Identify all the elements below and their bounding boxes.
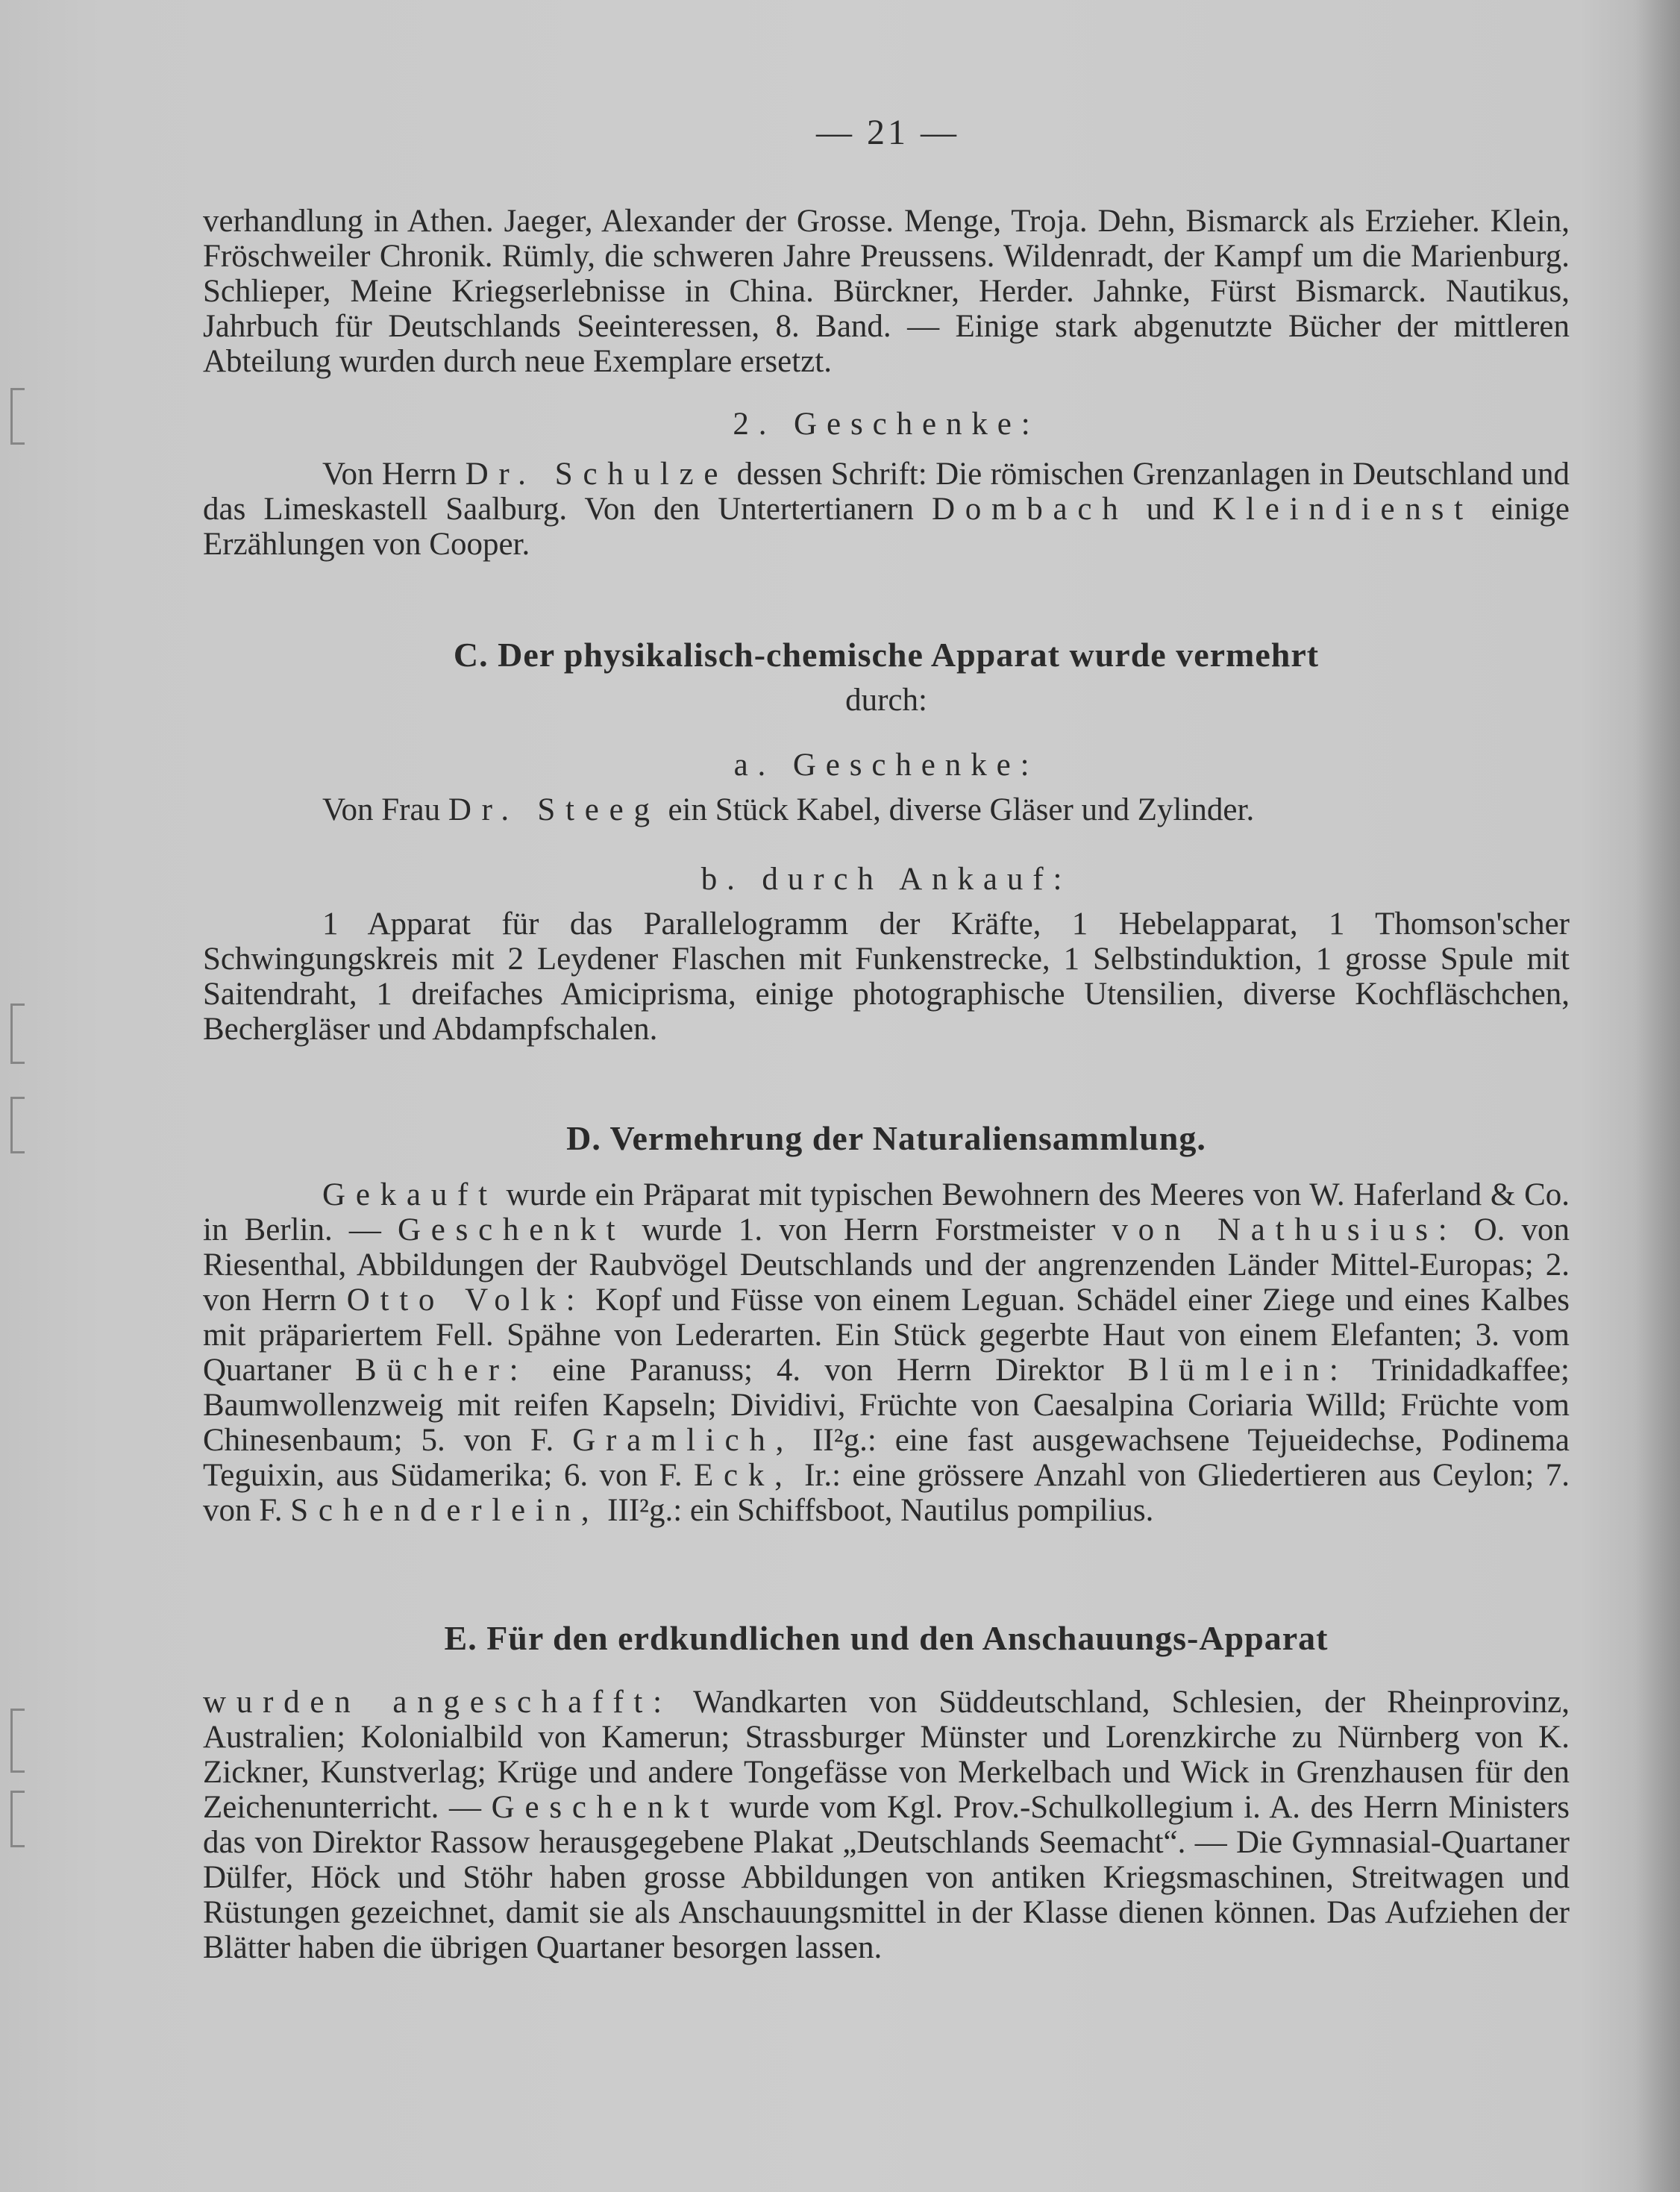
text-run: III²g.: ein Schiffsboot, Nautilus pompilius. bbox=[599, 1493, 1154, 1528]
person-name: von Nathusius: bbox=[1112, 1212, 1458, 1247]
text-run: dessen Schrift: Die römischen Grenzanlagen in Deutschland und das Limeskastell Saalburg. Von den Untertertianern bbox=[203, 457, 1570, 527]
text-run: Von Frau bbox=[322, 792, 448, 827]
margin-bracket-mark bbox=[10, 1791, 25, 1847]
emphasis: wurden angeschafft: bbox=[203, 1685, 672, 1720]
text-run: einige Erzählungen von Cooper. bbox=[203, 492, 1570, 562]
person-name: Dr. Steeg bbox=[448, 792, 660, 827]
person-name: Schenderlein, bbox=[290, 1493, 600, 1528]
text-run: wurde vom Kgl. Prov.-Schulkollegium i. A. des Herrn Ministers das von Direktor Rassow herausgegebene Plakat „Deutschlands Seemacht“. — Die Gymnasial-Quartaner Dülfer, Höck und Stöhr haben grosse Abbildungen von antiken Kriegsmaschinen, Streitwagen und Rüstungen gezeichnet, damit sie als Anschauungsmittel in der Klasse dienen können. Das Aufziehen der Blätter haben die übrigen Quartaner besorgen lassen. bbox=[203, 1790, 1570, 1965]
section-c-a-heading: a. Geschenke: bbox=[733, 748, 1039, 783]
emphasis: Geschenkt bbox=[397, 1212, 626, 1247]
intro-paragraph bbox=[203, 204, 1570, 379]
text-run: Ir.: eine grössere Anzahl von Gliedertieren aus Ceylon; 7. von F. bbox=[203, 1458, 1570, 1528]
text-run: Von Herrn bbox=[322, 457, 466, 492]
margin-bracket-mark bbox=[10, 388, 25, 445]
emphasis: Gekauft bbox=[322, 1177, 498, 1212]
person-name: Bücher: bbox=[354, 1353, 529, 1388]
person-name: Otto Volk: bbox=[346, 1283, 586, 1318]
geschenke-heading: 2. Geschenke: bbox=[733, 407, 1040, 442]
section-c-a-paragraph bbox=[203, 792, 1570, 827]
text-run: Wandkarten von Süddeutschland, Schlesien, der Rheinprovinz, Australien; Kolonialbild von Kamerun; Strassburger Münster und Lorenzkirche zu Nürnberg von K. Zickner, Kunstverlag; Krüge und andere Tongefässe von Merkelbach und Wick in Grenzhausen für den Zeichenunterricht. — bbox=[203, 1685, 1570, 1825]
section-c-heading: C. Der physikalisch-chemische Apparat wurde vermehrt bbox=[453, 636, 1320, 674]
text-run: II²g.: eine fast ausgewachsene Tejueidechse, Podinema Teguixin, aus Südamerika; 6. von F. bbox=[203, 1423, 1570, 1493]
text-run: wurde 1. von Herrn Forstmeister bbox=[625, 1212, 1112, 1247]
person-name: Kleindienst bbox=[1212, 492, 1473, 527]
section-c-b-paragraph bbox=[203, 906, 1570, 1047]
text-run: ein Stück Kabel, diverse Gläser und Zylinder. bbox=[659, 792, 1255, 827]
intro-text: verhandlung in Athen. Jaeger, Alexander der Grosse. Menge, Troja. Dehn, Bismarck als Erzieher. Klein, Fröschweiler Chronik. Rümly, die schweren Jahre Preussens. Wildenradt, der Kampf um die Marienburg. Schlieper, Meine Kriegserlebnisse in China. Bürckner, Herder. Jahnke, Fürst Bismarck. Nautikus, Jahrbuch für Deutschlands Seeinteressen, 8. Band. — Einige stark abgenutzte Bücher der mittleren Abteilung wurden durch neue Exemplare ersetzt. bbox=[203, 204, 1570, 379]
person-name: Dr. Schulze bbox=[465, 457, 729, 492]
text-run: eine Paranuss; 4. von Herrn Direktor bbox=[528, 1353, 1128, 1388]
section-d-heading: D. Vermehrung der Naturaliensammlung. bbox=[566, 1119, 1206, 1157]
text-run: Trinidadkaffee; Baumwollenzweig mit reifen Kapseln; Dividivi, Früchte von Caesalpina Coriaria Willd; Früchte vom Chinesenbaum; 5. von F. bbox=[203, 1353, 1570, 1458]
section-c-b-heading: b. durch Ankauf: bbox=[700, 862, 1072, 897]
text-run: wurde ein Präparat mit typischen Bewohnern des Meeres von W. Haferland & Co. in Berlin. — bbox=[203, 1177, 1570, 1247]
section-e-paragraph bbox=[203, 1685, 1570, 1965]
margin-bracket-mark bbox=[10, 1709, 25, 1773]
section-c-subheading: durch: bbox=[845, 683, 927, 718]
text-run: O. von Riesenthal, Abbildungen der Raubvögel Deutschlands und der angrenzenden Länder Mittel-Europas; 2. von Herrn bbox=[203, 1212, 1570, 1318]
text-run: und bbox=[1128, 492, 1213, 527]
page-number: — 21 — bbox=[816, 113, 959, 152]
emphasis: Geschenkt bbox=[491, 1790, 720, 1825]
person-name: Gramlich, bbox=[572, 1423, 794, 1458]
page-edge-shadow bbox=[1635, 0, 1680, 2192]
margin-bracket-mark bbox=[10, 1003, 25, 1064]
section-c-b-text: 1 Apparat für das Parallelogramm der Kräfte, 1 Hebelapparat, 1 Thomson'scher Schwingungskreis mit 2 Leydener Flaschen mit Funkenstrecke, 1 Selbstinduktion, 1 grosse Spule mit Saitendraht, 1 dreifaches Amiciprisma, einige photographische Utensilien, diverse Kochfläschchen, Bechergläser und Abdampfschalen. bbox=[203, 906, 1570, 1047]
margin-bracket-mark bbox=[10, 1097, 25, 1153]
person-name: Blümlein: bbox=[1127, 1353, 1349, 1388]
section-e-heading: E. Für den erdkundlichen und den Anschauungs-Apparat bbox=[444, 1619, 1329, 1657]
person-name: Dombach bbox=[931, 492, 1129, 527]
text-run: Kopf und Füsse von einem Leguan. Schädel einer Ziege und eines Kalbes mit präpariertem Fell. Spähne von Lederarten. Ein Stück gegerbte Haut von einem Elefanten; 3. vom Quartaner bbox=[203, 1283, 1570, 1388]
section-d-paragraph bbox=[203, 1177, 1570, 1528]
geschenke-paragraph bbox=[203, 457, 1570, 562]
person-name: Eck, bbox=[694, 1458, 793, 1493]
